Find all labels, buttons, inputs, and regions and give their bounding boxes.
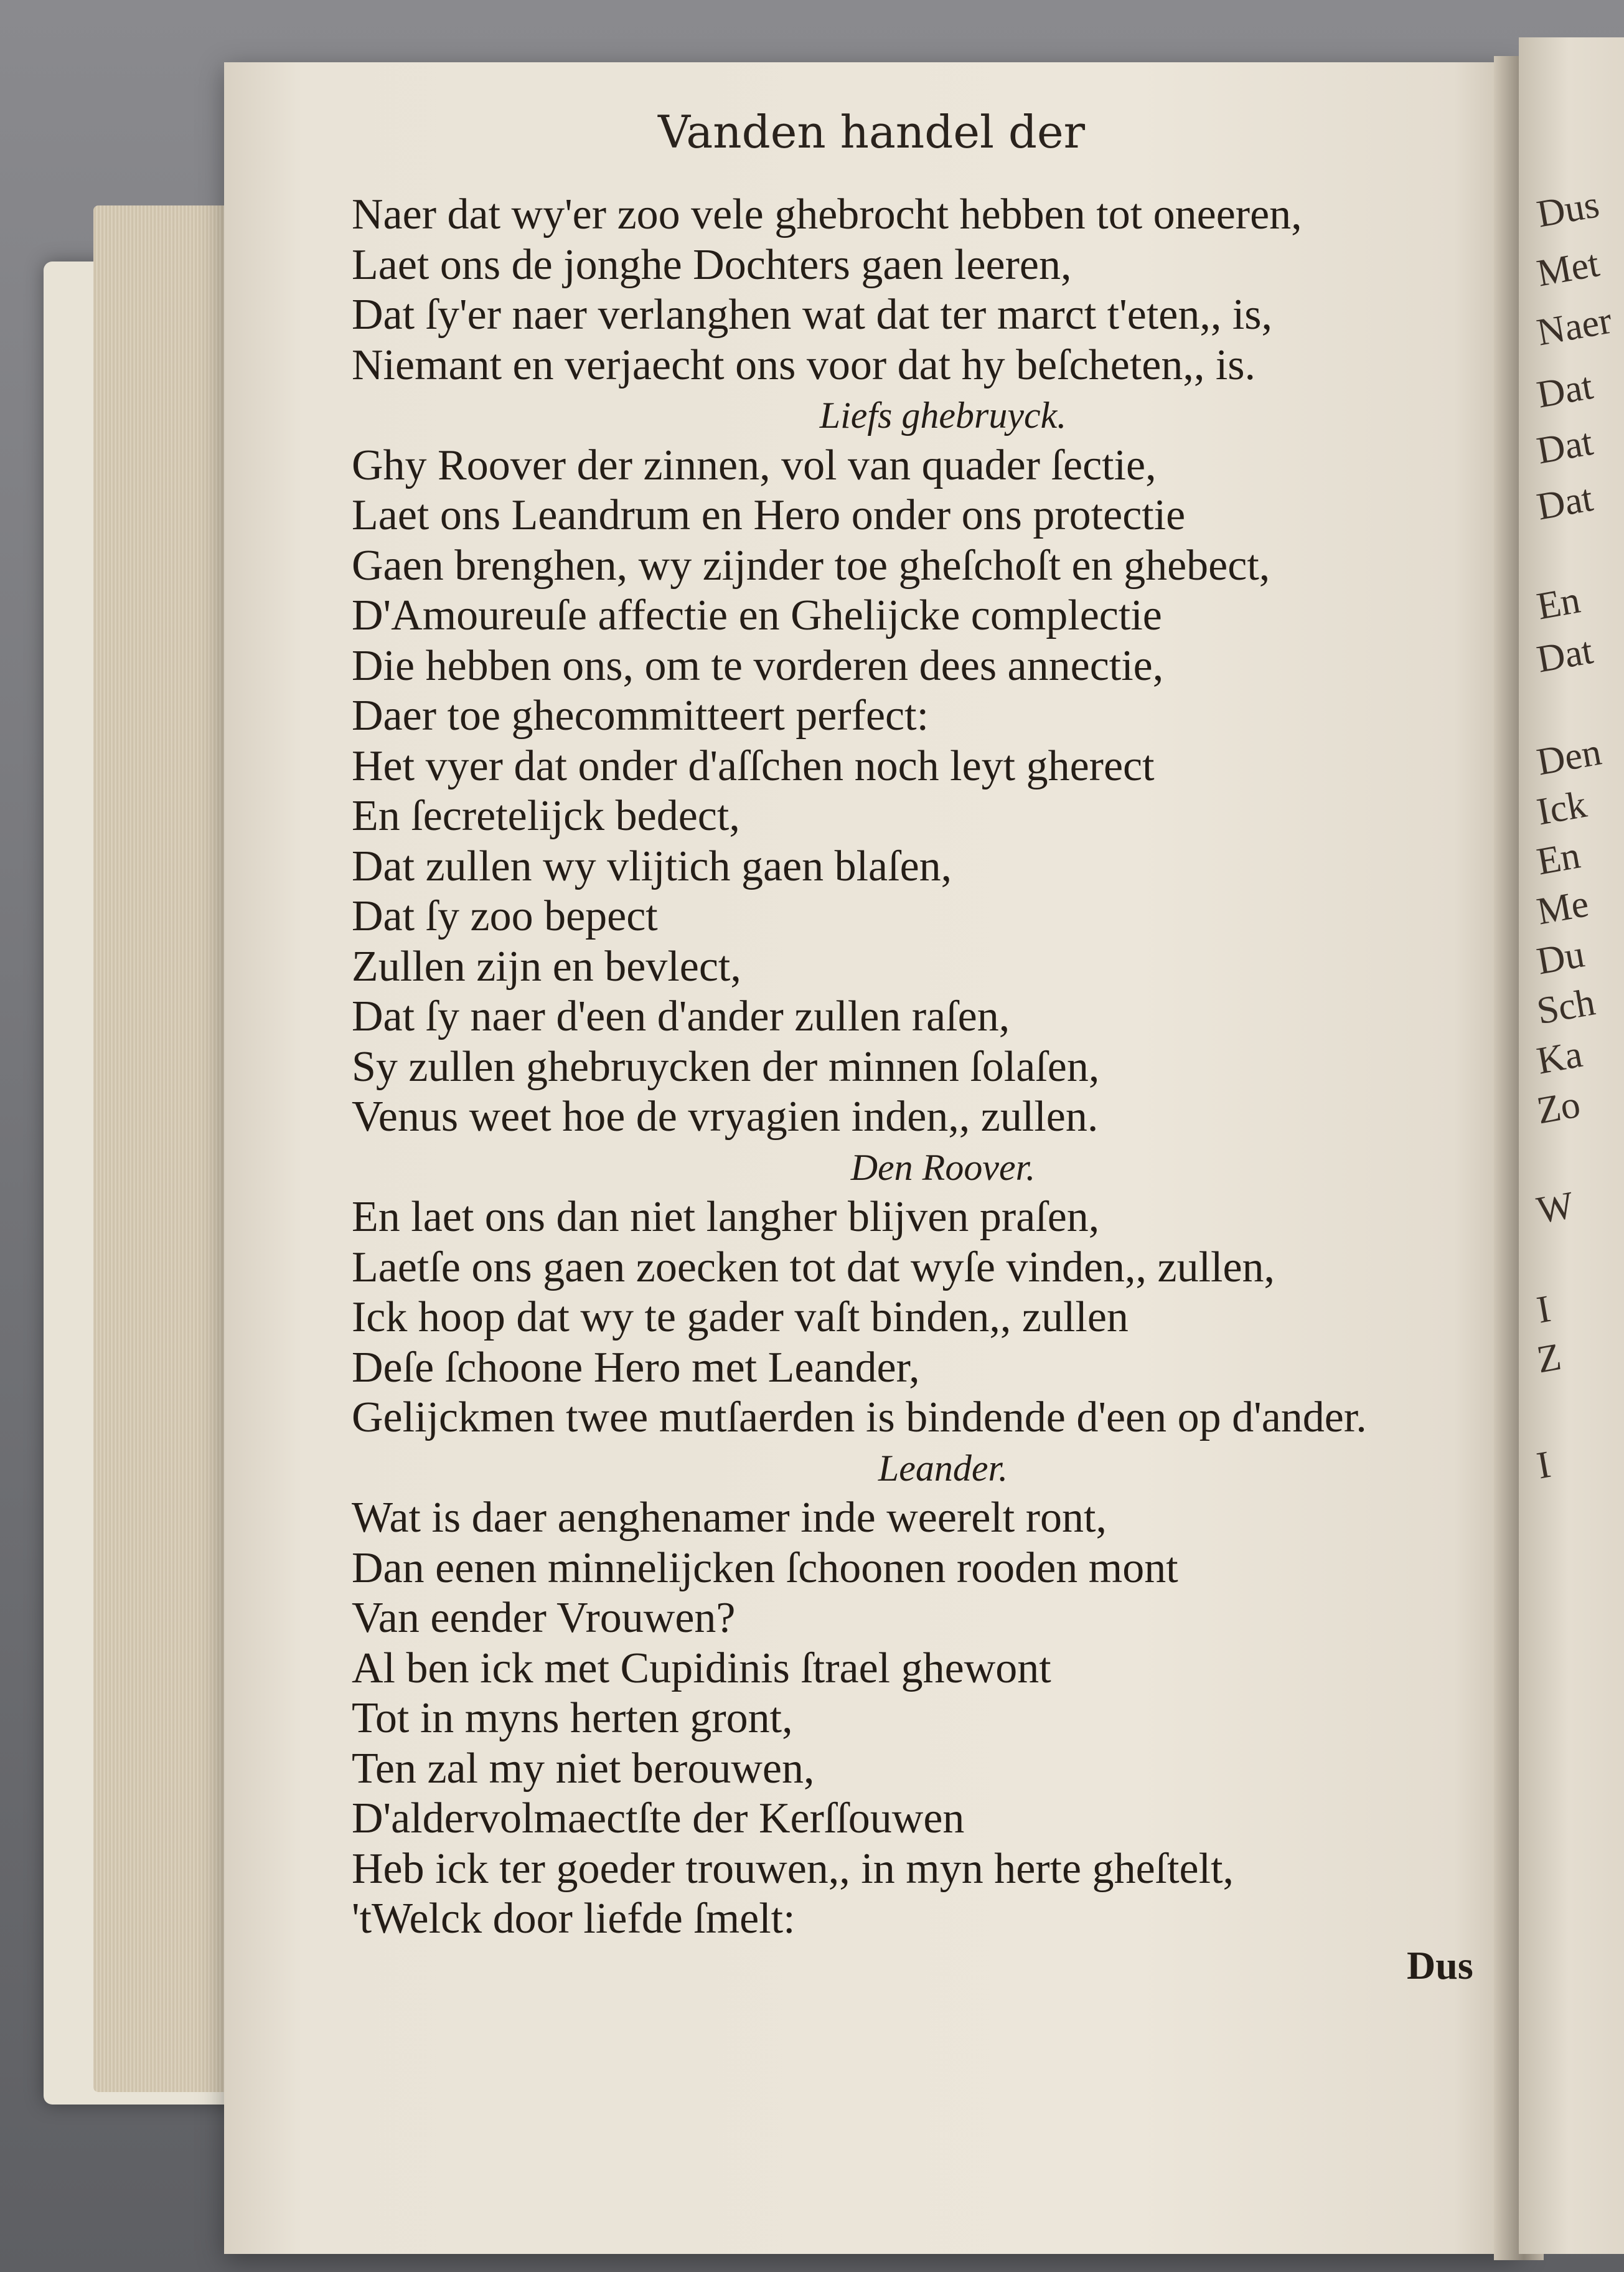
facing-fragment: Dat [1534,364,1596,417]
facing-fragment: Du [1534,933,1588,983]
facing-fragment: I [1534,1443,1554,1487]
verse-line: Heb ick ter goeder trouwen,, in myn herte gheſtelt, [352,1844,1234,1893]
speaker-heading: Leander. [878,1447,1008,1489]
verse-line: D'aldervolmaectſte der Kerſſouwen [352,1794,965,1842]
verse-line: Gelijckmen twee mutſaerden is bindende d'een op d'ander. [352,1393,1367,1441]
facing-fragment: Dat [1534,476,1596,529]
facing-fragment: Naer [1534,299,1615,354]
facing-fragment: I [1534,1287,1554,1332]
facing-fragment: Dat [1534,629,1596,681]
facing-fragment: Z [1534,1335,1565,1382]
facing-fragment: Me [1534,882,1592,933]
running-head: Vanden handel der [657,106,1086,158]
verse-line: Daer toe ghecommitteert perfect: [352,692,929,740]
facing-fragment: Dus [1534,183,1603,236]
verse-line: Ghy Roover der zinnen, vol van quader ſectie, [352,441,1157,489]
verse-line: Sy zullen ghebruycken der minnen ſolaſen, [352,1042,1100,1091]
right-page [1519,37,1624,2254]
verse-line: Dat ſy zoo bepect [352,892,658,940]
facing-fragment: Sch [1534,981,1598,1033]
verse-line: D'Amoureuſe affectie en Ghelijcke complectie [352,592,1162,639]
verse-line: Tot in myns herten gront, [352,1694,793,1742]
verse-line: Ten zal my niet berouwen, [352,1744,815,1793]
catchword: Dus [1407,1943,1473,1987]
verse-line: Wat is daer aenghenamer inde weerelt ront, [352,1494,1107,1542]
verse-line: Naer dat wy'er zoo vele ghebrocht hebben tot oneeren, [352,191,1302,238]
facing-fragment: Den [1534,730,1605,784]
verse-line: Deſe ſchoone Hero met Leander, [352,1343,920,1392]
page-stack-edge [93,205,237,2092]
verse-line: Niemant en verjaecht ons voor dat hy beſcheten,, is. [352,341,1256,389]
verse-line: En ſecretelijck bedect, [352,792,740,840]
verse-line: Dat ſy'er naer verlanghen wat dat ter marct t'eten,, is, [352,291,1273,339]
speaker-heading: Liefs ghebruyck. [819,395,1067,436]
facing-fragment: En [1534,578,1584,628]
verse-line: Al ben ick met Cupidinis ſtrael ghewont [352,1644,1051,1692]
verse-line: Die hebben ons, om te vorderen dees annectie, [352,641,1164,690]
verse-line: Laetſe ons gaen zoecken tot dat wyſe vinden,, zullen, [352,1243,1275,1291]
facing-fragment: Dat [1534,420,1596,473]
verse-line: En laet ons dan niet langher blijven praſen, [352,1193,1100,1241]
facing-fragment: Ick [1534,783,1590,834]
facing-fragment: En [1534,834,1584,884]
verse-line: Zullen zijn en bevlect, [352,942,741,991]
verse-line: Laet ons Leandrum en Hero onder ons protectie [352,491,1186,539]
facing-fragment: W [1534,1184,1577,1232]
verse-line: Laet ons de jonghe Dochters gaen leeren, [352,240,1072,289]
verse-line: Dan eenen minnelijcken ſchoonen rooden mont [352,1544,1178,1592]
verse-line: Dat ſy naer d'een d'ander zullen raſen, [352,992,1010,1040]
verse-line: Het vyer dat onder d'aſſchen noch leyt gherect [352,742,1155,790]
verse-line: 'tWelck door liefde ſmelt: [352,1895,796,1943]
verse-line: Ick hoop dat wy te gader vaſt binden,, zullen [352,1293,1129,1341]
facing-fragment: Ka [1534,1032,1586,1083]
verse-line: Gaen brenghen, wy zijnder toe gheſchoſt en ghebect, [352,541,1270,590]
verse-text-block [352,190,1509,1944]
verse-line: Venus weet hoe de vryagien inden,, zullen. [352,1093,1099,1141]
speaker-heading: Den Roover. [850,1146,1036,1188]
facing-fragment: Zo [1534,1083,1584,1133]
verse-line: Van eender Vrouwen? [352,1594,736,1642]
facing-fragment: Met [1534,242,1603,295]
verse-line: Dat zullen wy vlijtich gaen blaſen, [352,842,952,890]
